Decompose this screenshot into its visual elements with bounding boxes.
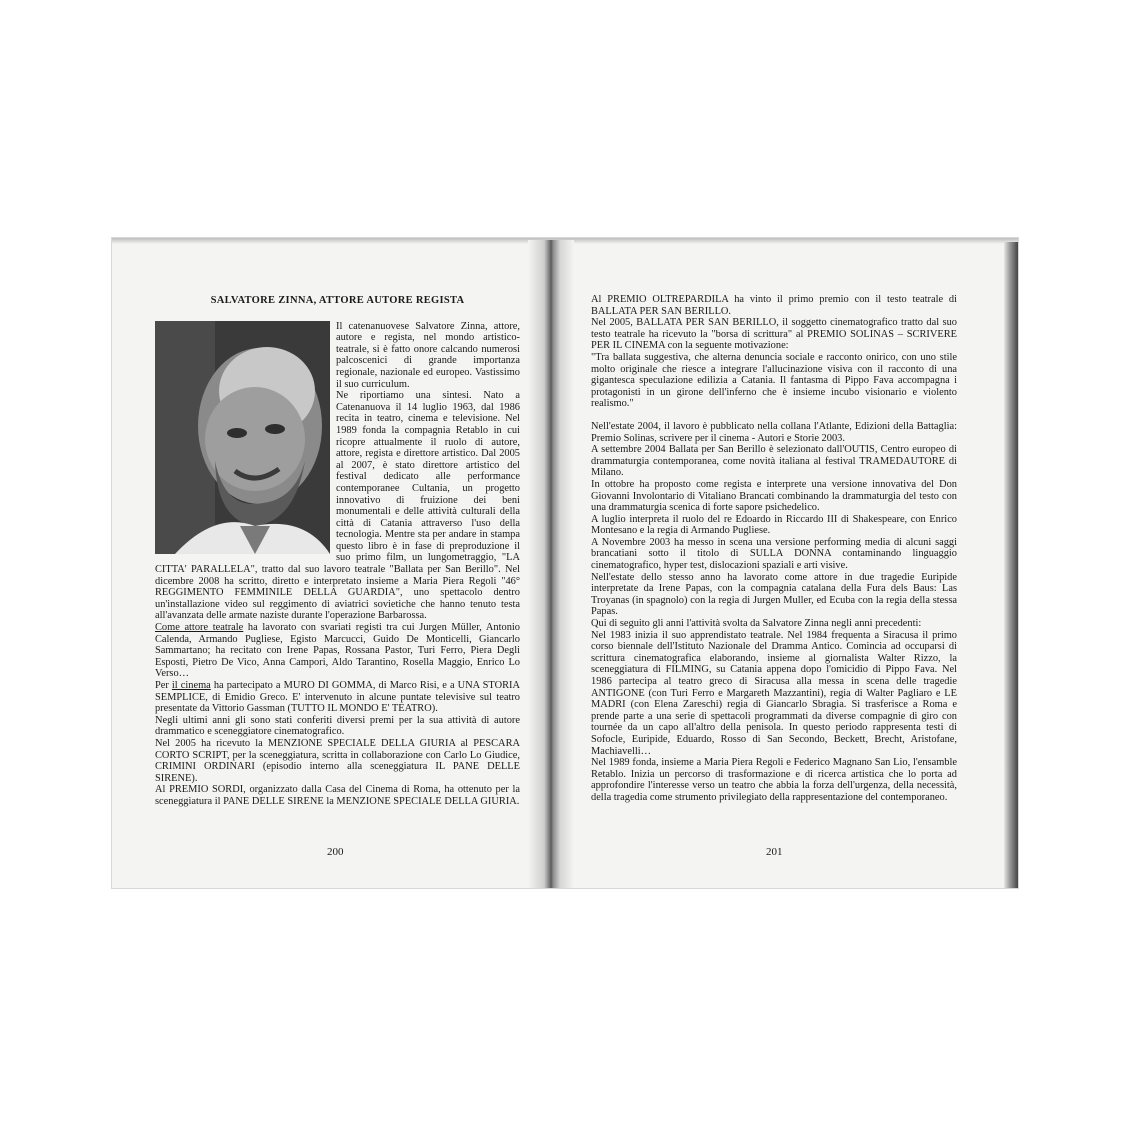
- theatre-label: Come attore teatrale: [155, 622, 244, 634]
- riccardo-paragraph: A luglio interpreta il ruolo del re Edoardo in Riccardo III di Shakespeare, con Enrico Montesano e la regia di Armando Pugliese.: [591, 513, 957, 537]
- retablo-paragraph: Nel 1989 fonda, insieme a Maria Piera Regoli e Federico Magnano San Lio, l'ensamble Retablo. Inizia un percorso di trasformazione e di ricerca artistica che lo porta ad approfondire l'interesse verso un teatro che abbia la forza dell'urgenza, della necessità, della tragedia come strumento privilegiato della rappresentazione del contemporaneo.: [591, 757, 957, 803]
- portrait-photo: [155, 321, 330, 554]
- sordi-paragraph: Al PREMIO SORDI, organizzato dalla Casa del Cinema di Roma, ha ottenuto per la sceneggiatura il PANE DELLE SIRENE la MENZIONE SPECIALE DELLA GIURIA.: [155, 784, 520, 807]
- oltrepardila-paragraph: Al PREMIO OLTREPARDILA ha vinto il primo premio con il testo teatrale di BALLATA PER SAN BERILLO.: [591, 294, 957, 317]
- pescara-paragraph: Nel 2005 ha ricevuto la MENZIONE SPECIALE DELLA GIURIA al PESCARA CORTO SCRIPT, per la sceneggiatura, scritta in collaborazione con Carlo Lo Giudice, CRIMINI ORDINARI (episodio interno alla sceneggiatura IL PANE DELLE SIRENE).: [155, 737, 520, 784]
- cinema-label: il cinema: [171, 680, 211, 691]
- cinema-paragraph: [155, 680, 520, 715]
- solinas-paragraph: Nel 2005, BALLATA PER SAN BERILLO, il soggetto cinematografico tratto dal suo testo teatrale ha ricevuto la "borsa di scrittura" al PREMIO SOLINAS – SCRIVERE PER IL CINEMA con la seguente motivazione:: [591, 317, 957, 352]
- book-edge: [1004, 242, 1018, 888]
- history-paragraph: Nel 1983 inizia il suo apprendistato teatrale. Nel 1984 frequenta a Siracusa il primo corso biennale dell'Istituto Nazionale del Dramma Antico. Comincia ad occuparsi di scrittura cinematografica elaborando, insieme al giornalista Walter Rizzo, la sceneggiatura di FILMING, su Catania appena dopo l'omicidio di Pippo Fava. Nel 1986 partecipa al teatro greco di Siracusa alla messa in scena delle tragedie ANTIGONE (con Turi Ferro e Margareth Mazzantini), regia di Walter Pagliaro e LE MADRI (con Elena Zareschi) regia di Giancarlo Sbragia. Si trasferisce a Roma e prende parte a una serie di spettacoli programmati da diverse compagnie di giro con tournée da un capo all'altro della penisola. In questo periodo rappresenta testi di Sofocle, Euripide, Eduardo, Rosso di San Secondo, Beckett, Brecht, Aristofane, Machiavelli…: [591, 629, 957, 757]
- portrait-image: [155, 321, 330, 554]
- don-giovanni-paragraph: In ottobre ha proposto come regista e interprete una versione innovativa del Don Giovanni Involontario di Vitaliano Brancati combinando la drammaturgia del testo con una drammaturgia scenica di forte sapore psichedelico.: [591, 478, 957, 514]
- awards-paragraph: Negli ultimi anni gli sono stati conferiti diversi premi per la sua attività di autore drammatico e sceneggiatore cinematografico.: [155, 714, 520, 738]
- sulla-donna-paragraph: A Novembre 2003 ha messo in scena una versione performing media di alcuni saggi brancatiani sotto il titolo di SULLA DONNA contaminando linguaggio cinematografico, hyper test, dislocazioni spaziali e arti visive.: [591, 536, 957, 572]
- cinema-prefix: Per: [155, 680, 172, 691]
- euripide-paragraph: Nell'estate dello stesso anno ha lavorato come attore in due tragedie Euripide interpretate da Irene Papas, con la compagnia catalana della Fura dels Baus: Las Troyanas (in spagnolo) con la regia di Jurgen Muller, ed Ecuba con la regia della stessa Papas.: [591, 571, 957, 618]
- right-page: [591, 294, 957, 804]
- publication-paragraph: Nell'estate 2004, il lavoro è pubblicato nella collana l'Atlante, Edizioni della Battaglia: Premio Solinas, scrivere per il cinema - Autori e Storie 2003.: [591, 420, 957, 444]
- article-heading: SALVATORE ZINNA, ATTORE AUTORE REGISTA: [210, 295, 465, 306]
- book-gutter: [528, 240, 574, 888]
- theatre-paragraph: [155, 622, 520, 680]
- page-number-right: 201: [766, 846, 783, 858]
- intro-paragraph: Il catenanuovese Salvatore Zinna, attore, autore e regista, nel mondo artistico-teatrale, si è fatto onore calcando numerosi palcoscenici di grande importanza regionale, nazionale ed europeo. Vastissimo il suo curriculum.: [336, 320, 520, 390]
- outis-paragraph: A settembre 2004 Ballata per San Berillo è selezionato dall'OUTIS, Centro europeo di drammaturgia contemporanea, come novità italiana al festival TRAMEDAUTORE di Milano.: [591, 444, 957, 479]
- page-number-left: 200: [327, 846, 344, 858]
- earlier-years-paragraph: Qui di seguito gli anni l'attività svolta da Salvatore Zinna negli anni precedenti:: [591, 618, 922, 630]
- cinema-text: ha partecipato a MURO DI GOMMA, di Marco Risi, e a UNA STORIA SEMPLICE, di Emidio Greco. E' intervenuto in alcune puntate televisive sul teatro presentate da Vittorio Gassman (TUTTO IL MONDO E' TEATRO).: [155, 680, 520, 715]
- theatre-text: ha lavorato con svariati registi tra cui Jurgen Müller, Antonio Calenda, Armando Pugliese, Egisto Marcucci, Guido De Monticelli, Giancarlo Sammartano; ha recitato con Irene Papas, Rossana Pastor, Turi Ferro, Piera Degli Esposti, Pietro De Vico, Anna Campori, Aldo Tarantino, Rosella Maggio, Enrico Lo Verso…: [155, 622, 520, 680]
- paragraph-gap: [591, 410, 957, 421]
- bio-paragraph: Ne riportiamo una sintesi. Nato a Catenanuova il 14 luglio 1963, dal 1986 recita in teatro, cinema e televisione. Nel 1989 fonda la compagnia Retablo in cui ricopre attualmente il ruolo di autore, attore, regista e direttore artistico. Dal 2005 al 2007, è stato direttore artistico del festival dedicato alle performance contemporanee Cultania, un progetto innovativo di fruizione dei beni monumentali e delle attività culturali della città di Catania attraverso l'uso della tecnologia. Mentre sta per andare in stampa questo libro è in fase di preproduzione il suo primo film, un lungometraggio, "LA CITTA' PARALLELA", tratto dal suo lavoro teatrale "Ballata per San Berillo". Nel dicembre 2008 ha scritto, diretto e interpretato insieme a Maria Piera Regoli "46° REGGIMENTO FEMMINILE DELLA GUARDIA", uno spettacolo dentro un'installazione video sul reggimento di aviatrici sovietiche che hanno tenuto testa all'avanzata delle armate naziste durante l'operazione Barbarossa.: [155, 390, 520, 622]
- motivation-quote: "Tra ballata suggestiva, che alterna denuncia sociale e racconto onirico, con uno stile molto originale che riesce a integrare l'allucinazione visiva con il racconto di una gigantesca speculazione edilizia a Catania. Il fantasma di Pippo Fava accompagna i protagonisti in un girone dell'inferno che è insieme incubo visionario e violento realismo.": [591, 351, 957, 410]
- left-page: [155, 295, 520, 808]
